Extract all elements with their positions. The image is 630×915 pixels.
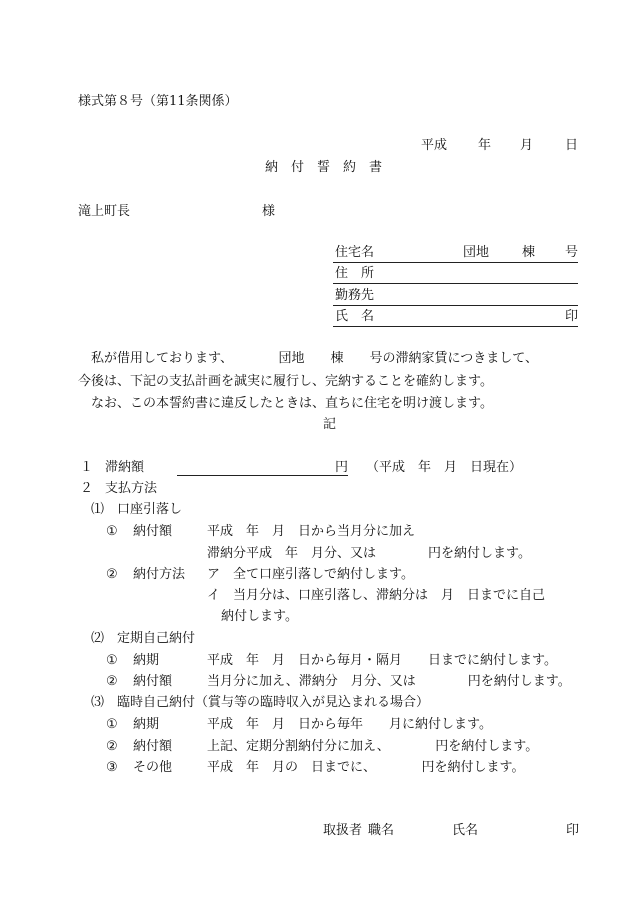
section1-as-of: （平成 年 月 日現在） bbox=[366, 460, 523, 475]
sub3-item2-text: 上記、定期分割納付分に加え、 円を納付します。 bbox=[207, 739, 539, 754]
housing-label: 住宅名 bbox=[335, 245, 375, 260]
sub1-item1-number: ① bbox=[106, 524, 118, 539]
sub2-item1-number: ① bbox=[106, 653, 118, 668]
name-seal: 印 bbox=[565, 309, 579, 324]
sub1-item2-label: 納付方法 bbox=[133, 567, 186, 582]
sub2-item1-label: 納期 bbox=[133, 653, 160, 668]
housing-underline bbox=[333, 262, 578, 263]
handler-name-label: 氏名 bbox=[452, 823, 479, 838]
form-number: 様式第８号（第11条関係） bbox=[78, 94, 238, 109]
name-label: 氏 名 bbox=[335, 309, 375, 324]
section1-number: １ bbox=[80, 460, 94, 475]
date-year: 年 bbox=[478, 138, 492, 153]
handler-label: 取扱者 bbox=[323, 823, 363, 838]
workplace-label: 勤務先 bbox=[335, 288, 375, 303]
sub3-heading: ⑶ 臨時自己納付（賞与等の臨時収入が見込まれる場合） bbox=[91, 695, 430, 710]
sub3-item3-label: その他 bbox=[133, 760, 173, 775]
sub1-heading: ⑴ 口座引落し bbox=[91, 502, 183, 517]
sub2-item1-text: 平成 年 月 日から毎月・隔月 日までに納付します。 bbox=[207, 653, 557, 668]
sub2-item2-number: ② bbox=[106, 674, 118, 689]
date-era: 平成 bbox=[421, 138, 448, 153]
sub1-item1-label: 納付額 bbox=[133, 524, 173, 539]
sub3-item2-number: ② bbox=[106, 739, 118, 754]
sub3-item1-label: 納期 bbox=[133, 717, 160, 732]
housing-go: 号 bbox=[565, 245, 579, 260]
document-title: 納 付 誓 約 書 bbox=[265, 160, 383, 175]
sub1-item2-line2: イ 当月分は、口座引落し、滞納分は 月 日までに自己 bbox=[207, 588, 546, 603]
section1-yen: 円 bbox=[335, 460, 349, 475]
sub2-item2-label: 納付額 bbox=[133, 674, 173, 689]
handler-seal: 印 bbox=[566, 823, 580, 838]
arrears-underline bbox=[177, 475, 348, 476]
sub3-item1-text: 平成 年 月 日から毎年 月に納付します。 bbox=[207, 717, 492, 732]
sub1-item1-line2: 滞納分平成 年 月分、又は 円を納付します。 bbox=[207, 546, 531, 561]
sub1-item2-line3: 納付します。 bbox=[221, 609, 298, 624]
addressee-honorific: 様 bbox=[262, 204, 276, 219]
sub1-item1-line1: 平成 年 月 日から当月分に加え bbox=[207, 524, 416, 539]
address-label: 住 所 bbox=[335, 266, 375, 281]
section2-label: 支払方法 bbox=[105, 481, 158, 496]
sub2-heading: ⑵ 定期自己納付 bbox=[91, 631, 196, 646]
sub2-item2-text: 当月分に加え、滞納分 月分、又は 円を納付します。 bbox=[207, 674, 571, 689]
sub1-item2-number: ② bbox=[106, 567, 118, 582]
name-underline bbox=[333, 326, 578, 327]
sub1-item2-line1: ア 全て口座引落しで納付します。 bbox=[207, 567, 414, 582]
ki-heading: 記 bbox=[323, 417, 337, 432]
date-month: 月 bbox=[520, 138, 534, 153]
position-label: 職名 bbox=[368, 823, 395, 838]
section2-number: ２ bbox=[80, 481, 94, 496]
housing-danchi: 団地 bbox=[463, 245, 490, 260]
address-underline bbox=[333, 283, 578, 284]
sub3-item3-text: 平成 年 月の 日までに、 円を納付します。 bbox=[207, 760, 525, 775]
date-day: 日 bbox=[565, 138, 579, 153]
pledge-line-3: なお、この本誓約書に違反したときは、直ちに住宅を明け渡します。 bbox=[91, 396, 493, 411]
addressee-name: 滝上町長 bbox=[78, 204, 131, 219]
housing-tou: 棟 bbox=[522, 245, 536, 260]
sub3-item2-label: 納付額 bbox=[133, 739, 173, 754]
sub3-item3-number: ③ bbox=[106, 760, 118, 775]
sub3-item1-number: ① bbox=[106, 717, 118, 732]
section1-label: 滞納額 bbox=[105, 460, 145, 475]
workplace-underline bbox=[333, 305, 578, 306]
pledge-line-1: 私が借用しております、 団地 棟 号の滞納家賃につきまして、 bbox=[91, 351, 538, 366]
pledge-line-2: 今後は、下記の支払計画を誠実に履行し、完納することを確約します。 bbox=[78, 374, 493, 389]
